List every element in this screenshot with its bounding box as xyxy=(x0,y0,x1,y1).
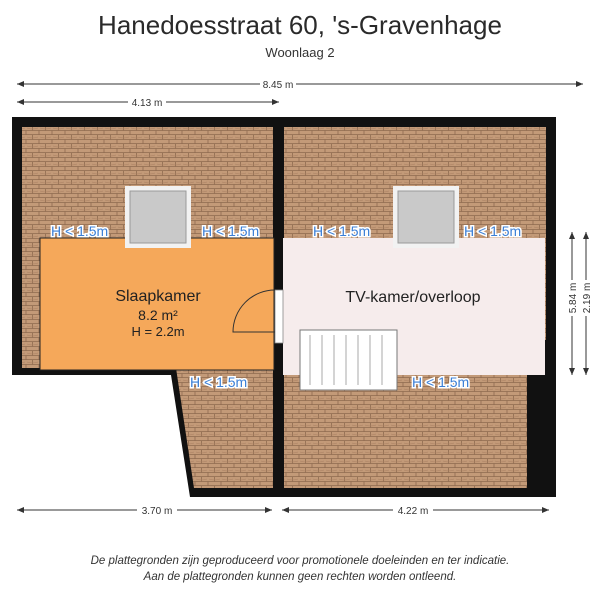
dimension-label: 3.70 m xyxy=(141,506,173,517)
disclaimer-line: De plattegronden zijn geproduceerd voor promotionele doeleinden en ter indicatie. xyxy=(90,555,510,567)
height-label: H < 1.5m xyxy=(313,223,371,239)
dimension-label: 8.45 m xyxy=(262,80,294,91)
landing-name: TV-kamer/overloop xyxy=(345,289,481,306)
height-label: H < 1.5m xyxy=(202,223,260,239)
dimension-right-inner xyxy=(580,232,594,375)
dimension-top-total xyxy=(17,77,583,91)
dimension-top-left xyxy=(17,95,279,109)
dimension-label: 2.19 m xyxy=(582,282,593,314)
floor-subtitle: Woonlaag 2 xyxy=(265,45,335,60)
dimension-bottom-left xyxy=(17,503,272,517)
skylight-left xyxy=(125,186,191,248)
dimension-label: 4.22 m xyxy=(397,506,429,517)
height-label: H < 1.5m xyxy=(51,223,109,239)
skylight-right xyxy=(393,186,459,248)
bedroom-height-label: H = 2.2m xyxy=(131,324,185,339)
dimension-right-outer xyxy=(565,232,579,375)
plan-title: Hanedoesstraat 60, 's-Gravenhage xyxy=(98,10,502,40)
height-label: H < 1.5m xyxy=(190,374,248,390)
dimension-label: 4.13 m xyxy=(131,98,163,109)
disclaimer xyxy=(0,553,600,585)
dimension-bottom-right xyxy=(282,503,549,517)
height-label: H < 1.5m xyxy=(464,223,522,239)
bedroom-name: Slaapkamer xyxy=(115,288,201,305)
bedroom-area-label: 8.2 m² xyxy=(138,307,178,323)
height-label: H < 1.5m xyxy=(412,374,470,390)
dimension-label: 5.84 m xyxy=(568,282,579,314)
disclaimer-line: Aan de plattegronden kunnen geen rechten worden ontleend. xyxy=(143,571,457,583)
staircase xyxy=(300,330,397,390)
